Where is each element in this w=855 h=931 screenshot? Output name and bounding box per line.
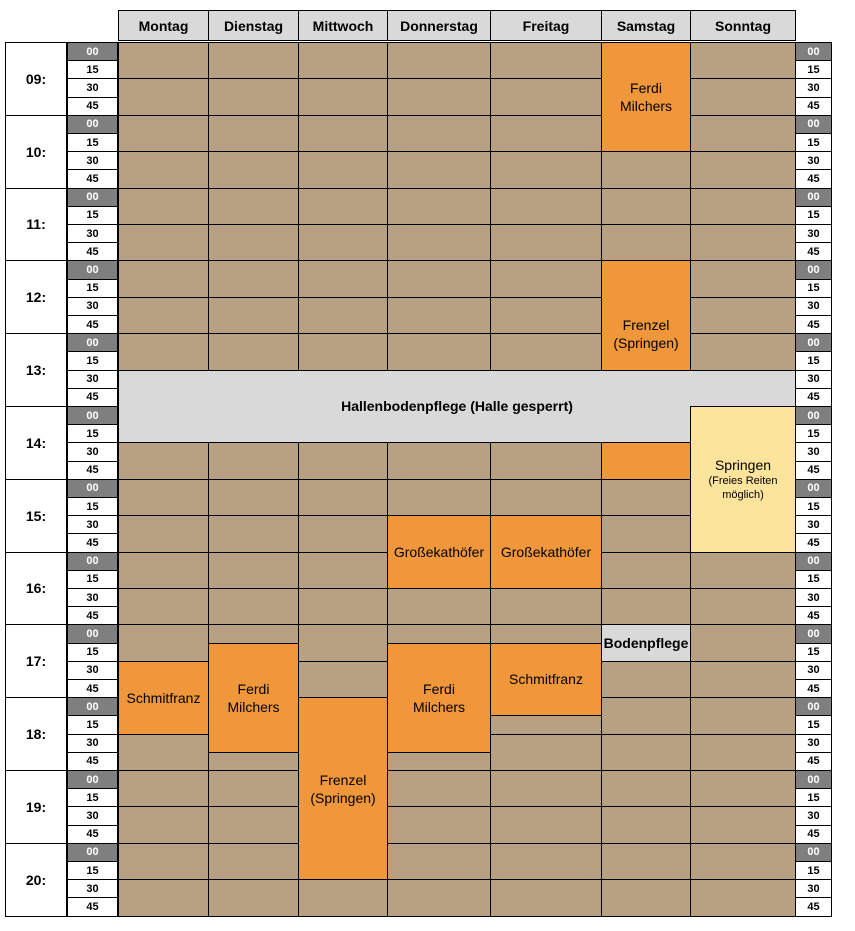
schedule-cell[interactable] [208,151,299,188]
minute-label-right: 15 [795,715,832,734]
schedule-cell[interactable] [298,42,388,79]
minute-label-right: 00 [795,624,832,643]
schedule-cell[interactable] [118,115,209,152]
day-header-montag: Montag [118,10,209,41]
minute-label-left: 00 [67,260,118,279]
minute-label-right: 45 [795,315,832,334]
schedule-cell[interactable] [387,479,491,516]
minute-label-right: 30 [795,734,832,753]
minute-label-right: 45 [795,825,832,844]
schedule-cell[interactable] [601,661,691,698]
schedule-cell[interactable] [208,78,299,115]
event-label: Milchers [227,698,280,715]
minute-label-left: 30 [67,224,118,243]
schedule-cell[interactable] [690,734,796,771]
minute-label-left: 00 [67,333,118,352]
event-label: Milchers [412,698,466,715]
schedule-cell[interactable] [298,333,388,370]
minute-label-left: 00 [67,552,118,571]
schedule-cell[interactable] [387,843,491,880]
minute-label-right: 00 [795,770,832,789]
schedule-cell[interactable] [490,479,602,516]
minute-label-left: 45 [67,461,118,480]
schedule-cell[interactable] [690,333,796,370]
minute-label-left: 00 [67,42,118,61]
minute-label-left: 00 [67,406,118,425]
hour-label: 16: [5,552,67,626]
schedule-cell[interactable] [208,224,299,261]
schedule-event[interactable] [690,406,796,553]
schedule-cell[interactable] [298,552,388,589]
event-label: (Springen) [613,334,679,351]
minute-label-right: 15 [795,570,832,589]
schedule-cell[interactable] [208,333,299,370]
schedule-cell[interactable] [601,479,691,516]
minute-label-right: 45 [795,97,832,116]
schedule-cell[interactable] [208,588,299,625]
event-sublabel: (Freies Reiten [708,475,778,488]
schedule-cell[interactable] [690,588,796,625]
schedule-cell[interactable] [208,115,299,152]
minute-label-right: 00 [795,42,832,61]
minute-label-left: 30 [67,734,118,753]
minute-label-right: 45 [795,897,832,916]
minute-label-right: 15 [795,133,832,152]
minute-label-right: 15 [795,206,832,225]
minute-label-left: 15 [67,570,118,589]
event-label: Großekathöfer [393,544,485,561]
minute-label-right: 00 [795,333,832,352]
schedule-cell[interactable] [298,188,388,225]
schedule-cell[interactable] [118,515,209,552]
schedule-cell[interactable] [118,770,209,807]
schedule-cell[interactable] [387,115,491,152]
schedule-cell[interactable] [490,188,602,225]
minute-label-right: 15 [795,424,832,443]
minute-label-left: 45 [67,897,118,916]
minute-label-right: 00 [795,479,832,498]
minute-label-left: 45 [67,533,118,552]
schedule-cell[interactable] [208,770,299,807]
event-label: Hallenbodenpflege (Halle gesperrt) [341,398,573,415]
schedule-cell[interactable] [208,442,299,479]
minute-label-right: 00 [795,406,832,425]
schedule-cell[interactable] [118,879,209,916]
schedule-cell[interactable] [118,188,209,225]
schedule-cell[interactable] [490,115,602,152]
minute-label-right: 30 [795,588,832,607]
schedule-cell[interactable] [490,333,602,370]
schedule-cell[interactable] [208,260,299,297]
event-label: Ferdi [237,680,270,697]
minute-label-left: 45 [67,825,118,844]
minute-label-left: 30 [67,515,118,534]
schedule-cell[interactable] [690,843,796,880]
hour-label: 13: [5,333,67,407]
minute-label-right: 45 [795,461,832,480]
schedule-cell[interactable] [490,843,602,880]
event-label: Schmitfranz [126,689,201,706]
event-sublabel: möglich) [722,489,764,502]
schedule-cell[interactable] [118,260,209,297]
schedule-event[interactable] [118,661,209,735]
minute-label-right: 00 [795,188,832,207]
schedule-cell[interactable] [490,260,602,297]
minute-label-left: 00 [67,624,118,643]
schedule-cell[interactable] [601,515,691,552]
minute-label-right: 30 [795,78,832,97]
minute-label-left: 00 [67,843,118,862]
schedule-event[interactable] [490,515,602,589]
minute-label-right: 45 [795,752,832,771]
minute-label-left: 15 [67,133,118,152]
schedule-cell[interactable] [387,151,491,188]
minute-label-left: 30 [67,151,118,170]
schedule-cell[interactable] [601,806,691,843]
schedule-event[interactable] [601,42,691,152]
schedule-cell[interactable] [208,843,299,880]
hour-label: 14: [5,406,67,480]
event-label: Frenzel [622,316,670,333]
minute-label-left: 30 [67,879,118,898]
schedule-cell[interactable] [298,624,388,661]
schedule-cell[interactable] [490,879,602,916]
schedule-cell[interactable] [118,42,209,79]
hour-label: 10: [5,115,67,189]
schedule-cell[interactable] [208,879,299,916]
minute-label-right: 00 [795,552,832,571]
schedule-cell[interactable] [690,78,796,115]
schedule-cell[interactable] [298,442,388,479]
schedule-cell[interactable] [387,78,491,115]
minute-label-right: 15 [795,643,832,662]
schedule-cell[interactable] [601,552,691,589]
schedule-cell[interactable] [298,515,388,552]
minute-label-right: 00 [795,697,832,716]
minute-label-left: 15 [67,788,118,807]
schedule-event[interactable] [298,697,388,880]
hour-label: 15: [5,479,67,553]
schedule-cell[interactable] [298,588,388,625]
minute-label-right: 15 [795,788,832,807]
schedule-cell[interactable] [490,588,602,625]
event-label: Ferdi [630,80,662,97]
schedule-cell[interactable] [690,697,796,734]
schedule-cell[interactable] [298,260,388,297]
minute-label-right: 45 [795,533,832,552]
schedule-cell[interactable] [690,552,796,589]
schedule-cell[interactable] [208,297,299,334]
schedule-cell[interactable] [387,806,491,843]
schedule-cell[interactable] [601,770,691,807]
minute-label-left: 30 [67,78,118,97]
minute-label-right: 45 [795,388,832,407]
minute-label-left: 45 [67,752,118,771]
minute-label-right: 45 [795,242,832,261]
minute-label-left: 15 [67,279,118,298]
minute-label-left: 45 [67,169,118,188]
schedule-cell[interactable] [601,734,691,771]
schedule-cell[interactable] [490,42,602,79]
hour-label: 18: [5,697,67,771]
minute-label-right: 00 [795,843,832,862]
minute-label-right: 15 [795,351,832,370]
minute-label-right: 30 [795,442,832,461]
minute-label-right: 30 [795,297,832,316]
schedule-cell[interactable] [601,843,691,880]
schedule-cell[interactable] [118,333,209,370]
schedule-cell[interactable] [208,479,299,516]
schedule-cell[interactable] [118,224,209,261]
event-label: (Springen) [310,789,376,806]
minute-label-left: 30 [67,661,118,680]
minute-label-left: 15 [67,715,118,734]
schedule-cell[interactable] [690,224,796,261]
day-header-samstag: Samstag [601,10,691,41]
schedule-cell[interactable] [118,588,209,625]
schedule-cell[interactable] [601,697,691,734]
minute-label-right: 15 [795,60,832,79]
schedule-cell[interactable] [601,188,691,225]
schedule-cell[interactable] [690,661,796,698]
schedule-cell[interactable] [690,151,796,188]
day-header-mittwoch: Mittwoch [298,10,388,41]
schedule-event[interactable] [387,643,491,753]
schedule-cell[interactable] [490,297,602,334]
schedule-cell[interactable] [298,879,388,916]
schedule-cell[interactable] [387,333,491,370]
schedule-cell[interactable] [690,297,796,334]
schedule-cell[interactable] [601,224,691,261]
minute-label-left: 45 [67,315,118,334]
minute-label-left: 15 [67,643,118,662]
schedule-cell[interactable] [387,42,491,79]
minute-label-left: 30 [67,370,118,389]
minute-label-left: 00 [67,770,118,789]
minute-label-right: 00 [795,115,832,134]
event-label: Milchers [619,98,673,115]
schedule-cell[interactable] [118,734,209,771]
schedule-cell[interactable] [118,624,209,661]
schedule-cell[interactable] [490,78,602,115]
day-header-sonntag: Sonntag [690,10,796,41]
schedule-cell[interactable] [490,151,602,188]
hour-label: 17: [5,624,67,698]
schedule-cell[interactable] [601,879,691,916]
schedule-cell[interactable] [208,188,299,225]
schedule-cell[interactable] [387,260,491,297]
schedule-cell[interactable] [387,297,491,334]
schedule-cell[interactable] [490,734,602,771]
minute-label-left: 15 [67,497,118,516]
schedule-cell[interactable] [690,770,796,807]
minute-label-left: 30 [67,297,118,316]
minute-label-left: 30 [67,806,118,825]
schedule-cell[interactable] [690,188,796,225]
minute-label-right: 00 [795,260,832,279]
minute-label-right: 45 [795,606,832,625]
minute-label-right: 30 [795,224,832,243]
hour-label: 11: [5,188,67,262]
schedule-cell[interactable] [601,588,691,625]
hour-label: 20: [5,843,67,917]
schedule-cell[interactable] [690,260,796,297]
schedule-cell[interactable] [208,42,299,79]
minute-label-left: 00 [67,479,118,498]
minute-label-right: 45 [795,679,832,698]
schedule-cell[interactable] [298,115,388,152]
minute-label-right: 15 [795,279,832,298]
minute-label-left: 45 [67,388,118,407]
schedule-cell[interactable] [387,770,491,807]
minute-label-left: 15 [67,424,118,443]
minute-label-right: 30 [795,661,832,680]
schedule-cell[interactable] [387,879,491,916]
schedule-cell[interactable] [118,479,209,516]
day-header-freitag: Freitag [490,10,602,41]
schedule-cell[interactable] [298,151,388,188]
minute-label-right: 30 [795,879,832,898]
minute-label-right: 15 [795,861,832,880]
schedule-cell[interactable] [118,442,209,479]
schedule-cell[interactable] [387,188,491,225]
minute-label-right: 15 [795,497,832,516]
schedule-event[interactable] [490,643,602,717]
schedule-cell[interactable] [690,624,796,661]
schedule-cell[interactable] [387,442,491,479]
schedule-cell[interactable] [118,151,209,188]
minute-label-left: 00 [67,188,118,207]
minute-label-left: 45 [67,242,118,261]
minute-label-left: 45 [67,606,118,625]
hour-label: 09: [5,42,67,116]
schedule-cell[interactable] [690,806,796,843]
minute-label-right: 30 [795,515,832,534]
day-header-dienstag: Dienstag [208,10,299,41]
schedule-cell[interactable] [208,515,299,552]
event-label: Ferdi [423,680,455,697]
schedule-cell[interactable] [208,552,299,589]
schedule-cell[interactable] [490,770,602,807]
schedule-cell[interactable] [690,879,796,916]
event-label: Springen [714,457,772,474]
event-label: Bodenpflege [603,635,689,652]
minute-label-left: 15 [67,60,118,79]
minute-label-left: 15 [67,861,118,880]
minute-label-left: 15 [67,206,118,225]
schedule-cell[interactable] [690,42,796,79]
minute-label-left: 30 [67,442,118,461]
schedule-cell[interactable] [118,297,209,334]
schedule-cell[interactable] [118,843,209,880]
minute-label-right: 30 [795,370,832,389]
schedule-event[interactable] [387,515,491,589]
minute-label-right: 30 [795,806,832,825]
minute-label-left: 45 [67,679,118,698]
event-label: Schmitfranz [509,671,583,688]
minute-label-left: 45 [67,97,118,116]
schedule-cell[interactable] [387,588,491,625]
minute-label-left: 00 [67,115,118,134]
event-label: Frenzel [319,771,367,788]
schedule-cell[interactable] [298,78,388,115]
minute-label-left: 15 [67,351,118,370]
event-label: Großekathöfer [500,544,592,561]
schedule-cell[interactable] [490,442,602,479]
schedule-cell[interactable] [298,297,388,334]
schedule-cell[interactable] [387,224,491,261]
hour-label: 19: [5,770,67,844]
minute-label-left: 30 [67,588,118,607]
minute-label-right: 30 [795,151,832,170]
schedule-cell[interactable] [490,224,602,261]
minute-label-right: 45 [795,169,832,188]
schedule-event[interactable] [601,624,691,661]
schedule-cell[interactable] [298,661,388,698]
schedule-cell[interactable] [298,479,388,516]
schedule-cell[interactable] [490,806,602,843]
hour-label: 12: [5,260,67,334]
schedule-cell[interactable] [298,224,388,261]
schedule-cell[interactable] [601,151,691,188]
schedule-event[interactable] [208,643,299,753]
schedule-cell[interactable] [118,78,209,115]
schedule-cell[interactable] [690,115,796,152]
minute-label-left: 00 [67,697,118,716]
schedule-cell[interactable] [118,552,209,589]
schedule-cell[interactable] [118,806,209,843]
schedule-cell[interactable] [208,806,299,843]
day-header-donnerstag: Donnerstag [387,10,491,41]
